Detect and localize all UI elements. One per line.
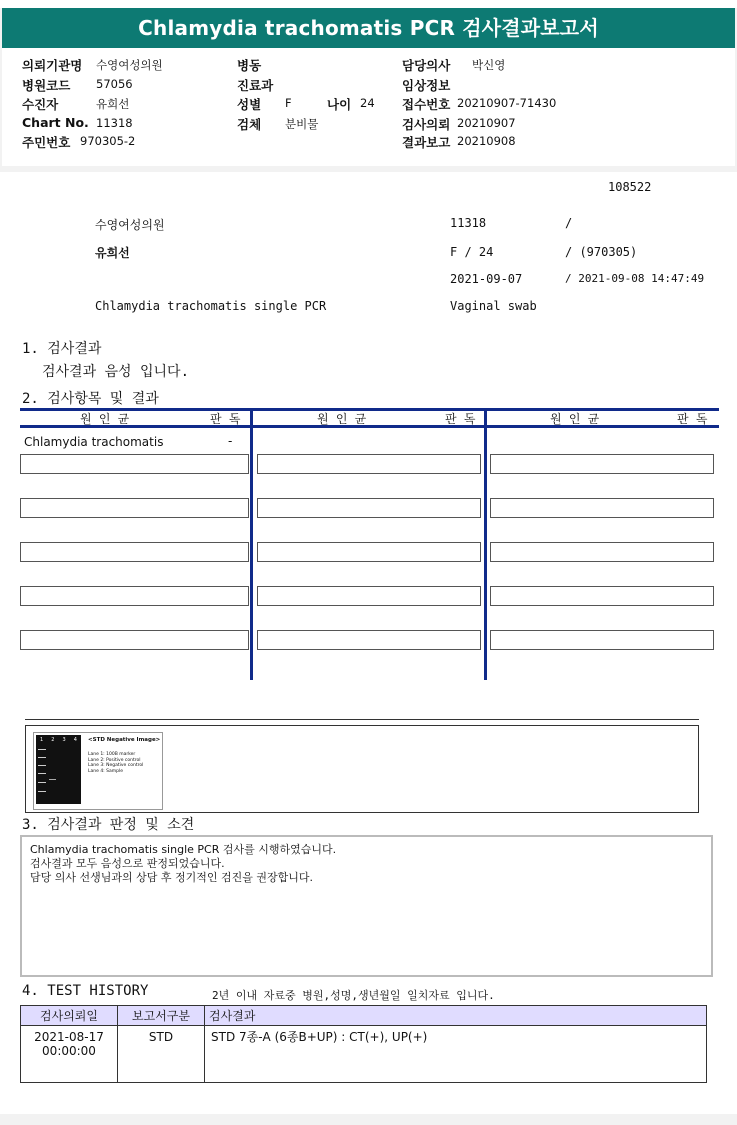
history-date: 2021-08-17 [34,1030,104,1044]
history-time: 00:00:00 [42,1044,96,1058]
sex-value: F [285,96,292,110]
history-header: 검사결과 [205,1006,707,1026]
chart-value: 11318 [96,116,133,130]
history-table [20,1005,707,1083]
code-value: 57056 [96,77,133,91]
result-cell [257,630,481,650]
result-cell [490,586,714,606]
top-margin [0,0,737,8]
history-result: STD 7종-A (6종B+UP) : CT(+), UP(+) [205,1026,707,1083]
sex-label: 성별 [237,97,262,112]
report-hospital: 수영여성의원 [95,218,165,232]
patient-label: 수진자 [22,97,59,112]
receipt-value: 20210907-71430 [457,96,557,110]
request-label: 검사의뢰 [402,117,451,132]
code-label: 병원코드 [22,78,71,93]
age-value: 24 [360,96,375,110]
dept-label: 진료과 [237,78,274,93]
col-organism-1: 원 인 균 [80,412,130,426]
result-cell [20,454,249,474]
request-value: 20210907 [457,116,516,130]
report-test-name: Chlamydia trachomatis single PCR [95,299,327,313]
hospital-label: 의뢰기관명 [22,58,83,73]
result-cell [20,542,249,562]
report-request-date: 2021-09-07 [450,272,523,286]
gel-image-title: <STD Negative Image> [88,737,161,743]
table-row [21,1026,707,1083]
report-chart-no: 11318 [450,216,487,230]
col-organism-2: 원 인 균 [317,412,367,426]
report-patient-name: 유희선 [95,246,130,260]
history-type: STD [118,1026,205,1083]
specimen-value: 분비물 [285,117,319,131]
result-cell [490,498,714,518]
report-value: 20210908 [457,134,516,148]
history-header: 보고서구분 [118,1006,205,1026]
column-divider [484,408,487,680]
report-sex-age: F / 24 [450,245,494,259]
gel-image-panel [25,725,699,813]
id-label: 주민번호 [22,135,71,150]
result-cell [257,586,481,606]
section1-title: 1. 검사결과 [22,341,102,357]
lane-legend: Lane 2: Positive control [88,757,141,763]
report-label: 결과보고 [402,135,451,150]
comment-line: Chlamydia trachomatis single PCR 검사를 시행하였습니다. [30,843,337,856]
first-organism: Chlamydia trachomatis [24,435,164,449]
comment-line: 검사결과 모두 음성으로 판정되었습니다. [30,857,225,870]
comment-line: 담당 의사 선생님과의 상담 후 정기적인 검진을 권장합니다. [30,871,313,884]
lane-number: 1 [40,737,44,743]
lane-number: 4 [73,737,77,743]
result-cell [257,542,481,562]
report-body [0,172,737,1114]
col-organism-3: 원 인 균 [550,412,600,426]
first-result: - [228,434,233,448]
col-judgment-3: 판 독 [677,412,708,426]
id-value: 970305-2 [80,134,136,148]
report-slash: / [565,216,573,230]
ward-label: 병동 [237,58,262,73]
history-header: 검사의뢰일 [21,1006,118,1026]
result-cell [257,454,481,474]
patient-value: 유희선 [96,97,130,111]
report-birth: / (970305) [565,245,638,259]
age-label: 나이 [327,97,352,112]
section3-title: 3. 검사결과 판정 및 소견 [22,817,195,833]
specimen-label: 검체 [237,117,262,132]
section1-result: 검사결과 음성 입니다. [42,364,190,380]
results-table [20,408,719,680]
comment-box [20,835,713,977]
col-judgment-1: 판 독 [210,412,241,426]
report-datetime: / 2021-09-08 14:47:49 [565,272,705,285]
result-cell [257,498,481,518]
result-cell [490,630,714,650]
report-header [2,48,735,166]
report-title: Chlamydia trachomatis PCR 검사결과보고서 [2,8,735,48]
report-number: 108522 [608,180,652,194]
lane-legend: Lane 1: 100B marker [88,752,136,757]
result-cell [20,586,249,606]
gel-lanes [36,735,81,804]
col-judgment-2: 판 독 [445,412,476,426]
chart-label: Chart No. [22,115,89,130]
doctor-value: 박신영 [472,58,506,72]
gel-image [33,732,163,810]
hospital-value: 수영여성의원 [96,58,163,72]
result-cell [490,542,714,562]
section2-title: 2. 검사항목 및 결과 [22,391,159,407]
section4-title: 4. TEST HISTORY [22,983,149,999]
report-specimen: Vaginal swab [450,299,537,313]
doctor-label: 담당의사 [402,58,451,73]
result-cell [20,630,249,650]
clinical-label: 임상정보 [402,78,451,93]
lane-legend: Lane 3: Negative control [88,763,144,768]
lane-number: 3 [62,737,66,743]
column-divider [250,408,253,680]
lane-number: 2 [51,737,55,743]
history-note: 2년 이내 자료중 병원,성명,생년월일 일치자료 입니다. [212,989,495,1002]
receipt-label: 접수번호 [402,97,451,112]
result-cell [20,498,249,518]
lane-legend: Lane 4: Sample [88,768,123,774]
divider-line [25,719,699,720]
result-cell [490,454,714,474]
